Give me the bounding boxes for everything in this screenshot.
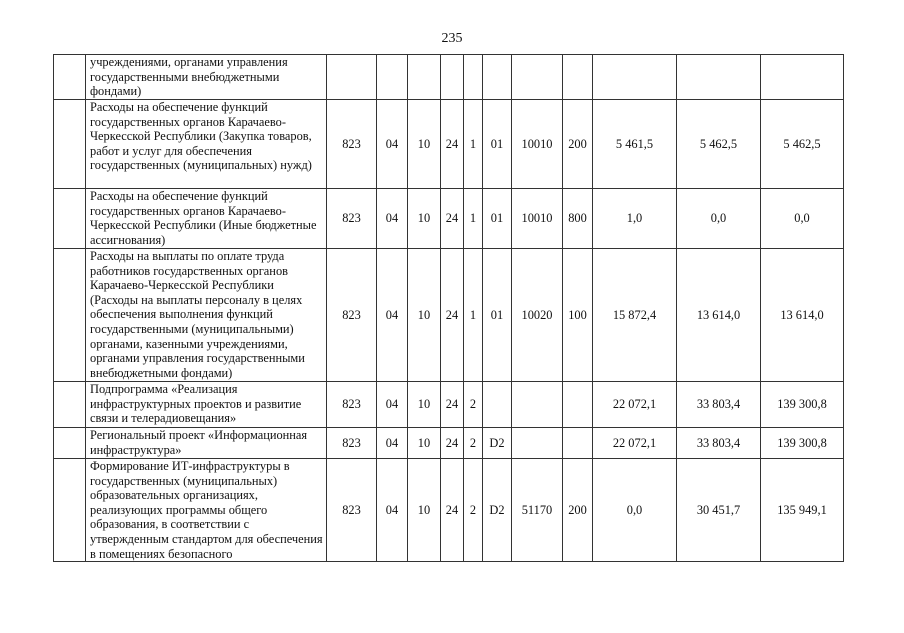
blank-cell: [54, 428, 86, 459]
table-row: [54, 382, 844, 428]
table-row: [54, 428, 844, 459]
code-cell: 823: [327, 249, 377, 382]
code-cell: 24: [441, 428, 464, 459]
amount-cell: 5 462,5: [761, 100, 844, 189]
amount-cell: 5 461,5: [593, 100, 677, 189]
blank-cell: [54, 100, 86, 189]
code-cell: 823: [327, 459, 377, 562]
amount-cell: 139 300,8: [761, 428, 844, 459]
amount-cell: 5 462,5: [677, 100, 761, 189]
code-cell: 823: [327, 100, 377, 189]
code-cell: [408, 55, 441, 100]
code-cell: [563, 428, 593, 459]
code-cell: 10: [408, 459, 441, 562]
code-cell: 10010: [512, 189, 563, 249]
blank-cell: [54, 55, 86, 100]
code-cell: [377, 55, 408, 100]
amount-cell: 15 872,4: [593, 249, 677, 382]
code-cell: 2: [464, 459, 483, 562]
code-cell: [563, 382, 593, 428]
amount-cell: 13 614,0: [677, 249, 761, 382]
table-row: [54, 459, 844, 562]
code-cell: 100: [563, 249, 593, 382]
row-description: Расходы на обеспечение функций государственных органов Карачаево-Черкесской Республики (Закупка товаров, работ и услуг для обеспечения государственных (муниципальных) нужд): [86, 100, 327, 189]
code-cell: 10: [408, 249, 441, 382]
code-cell: 2: [464, 428, 483, 459]
code-cell: 04: [377, 382, 408, 428]
code-cell: 24: [441, 249, 464, 382]
code-cell: 24: [441, 382, 464, 428]
table-row: [54, 249, 844, 382]
code-cell: 24: [441, 459, 464, 562]
table-row: [54, 189, 844, 249]
code-cell: 10: [408, 428, 441, 459]
code-cell: D2: [483, 428, 512, 459]
code-cell: 1: [464, 100, 483, 189]
code-cell: 04: [377, 249, 408, 382]
amount-cell: [677, 55, 761, 100]
code-cell: D2: [483, 459, 512, 562]
amount-cell: 22 072,1: [593, 428, 677, 459]
code-cell: [512, 55, 563, 100]
code-cell: 823: [327, 382, 377, 428]
code-cell: [327, 55, 377, 100]
amount-cell: [761, 55, 844, 100]
blank-cell: [54, 249, 86, 382]
code-cell: 823: [327, 189, 377, 249]
code-cell: [464, 55, 483, 100]
row-description: Региональный проект «Информационная инфраструктура»: [86, 428, 327, 459]
code-cell: 01: [483, 249, 512, 382]
code-cell: 10010: [512, 100, 563, 189]
code-cell: 200: [563, 100, 593, 189]
table-row: [54, 100, 844, 189]
blank-cell: [54, 382, 86, 428]
row-description: Расходы на выплаты по оплате труда работников государственных органов Карачаево-Черкесской Республики (Расходы на выплаты персоналу в целях обеспечения выполнения функций государственными (муниципальными) органами, казенными учреждениями, органами управления государственными внебюджетными фондами): [86, 249, 327, 382]
code-cell: 04: [377, 189, 408, 249]
blank-cell: [54, 459, 86, 562]
code-cell: 1: [464, 249, 483, 382]
code-cell: 01: [483, 100, 512, 189]
code-cell: 10: [408, 189, 441, 249]
table-row: [54, 55, 844, 100]
code-cell: [483, 382, 512, 428]
code-cell: 01: [483, 189, 512, 249]
code-cell: 1: [464, 189, 483, 249]
code-cell: 04: [377, 428, 408, 459]
amount-cell: 13 614,0: [761, 249, 844, 382]
blank-cell: [54, 189, 86, 249]
code-cell: 200: [563, 459, 593, 562]
code-cell: 823: [327, 428, 377, 459]
amount-cell: 0,0: [677, 189, 761, 249]
row-description: Расходы на обеспечение функций государственных органов Карачаево-Черкесской Республики (Иные бюджетные ассигнования): [86, 189, 327, 249]
amount-cell: 0,0: [761, 189, 844, 249]
amount-cell: [593, 55, 677, 100]
amount-cell: 33 803,4: [677, 428, 761, 459]
amount-cell: 139 300,8: [761, 382, 844, 428]
code-cell: 2: [464, 382, 483, 428]
code-cell: 24: [441, 189, 464, 249]
code-cell: 24: [441, 100, 464, 189]
amount-cell: 135 949,1: [761, 459, 844, 562]
row-description: учреждениями, органами управления государственными внебюджетными фондами): [86, 55, 327, 100]
amount-cell: 0,0: [593, 459, 677, 562]
code-cell: [441, 55, 464, 100]
code-cell: [512, 428, 563, 459]
amount-cell: 30 451,7: [677, 459, 761, 562]
budget-table: [53, 54, 844, 562]
amount-cell: 1,0: [593, 189, 677, 249]
code-cell: 51170: [512, 459, 563, 562]
amount-cell: 22 072,1: [593, 382, 677, 428]
code-cell: [483, 55, 512, 100]
code-cell: 10: [408, 100, 441, 189]
code-cell: [512, 382, 563, 428]
page-number: 235: [441, 31, 463, 46]
code-cell: 10: [408, 382, 441, 428]
code-cell: 04: [377, 459, 408, 562]
code-cell: 04: [377, 100, 408, 189]
row-description: Формирование ИТ-инфраструктуры в государственных (муниципальных) образовательных организациях, реализующих программы общего образования, в соответствии с утвержденным стандартом для обеспечения в помещениях безопасного: [86, 459, 327, 562]
code-cell: 10020: [512, 249, 563, 382]
code-cell: [563, 55, 593, 100]
amount-cell: 33 803,4: [677, 382, 761, 428]
code-cell: 800: [563, 189, 593, 249]
row-description: Подпрограмма «Реализация инфраструктурных проектов и развитие связи и телерадиовещания»: [86, 382, 327, 428]
